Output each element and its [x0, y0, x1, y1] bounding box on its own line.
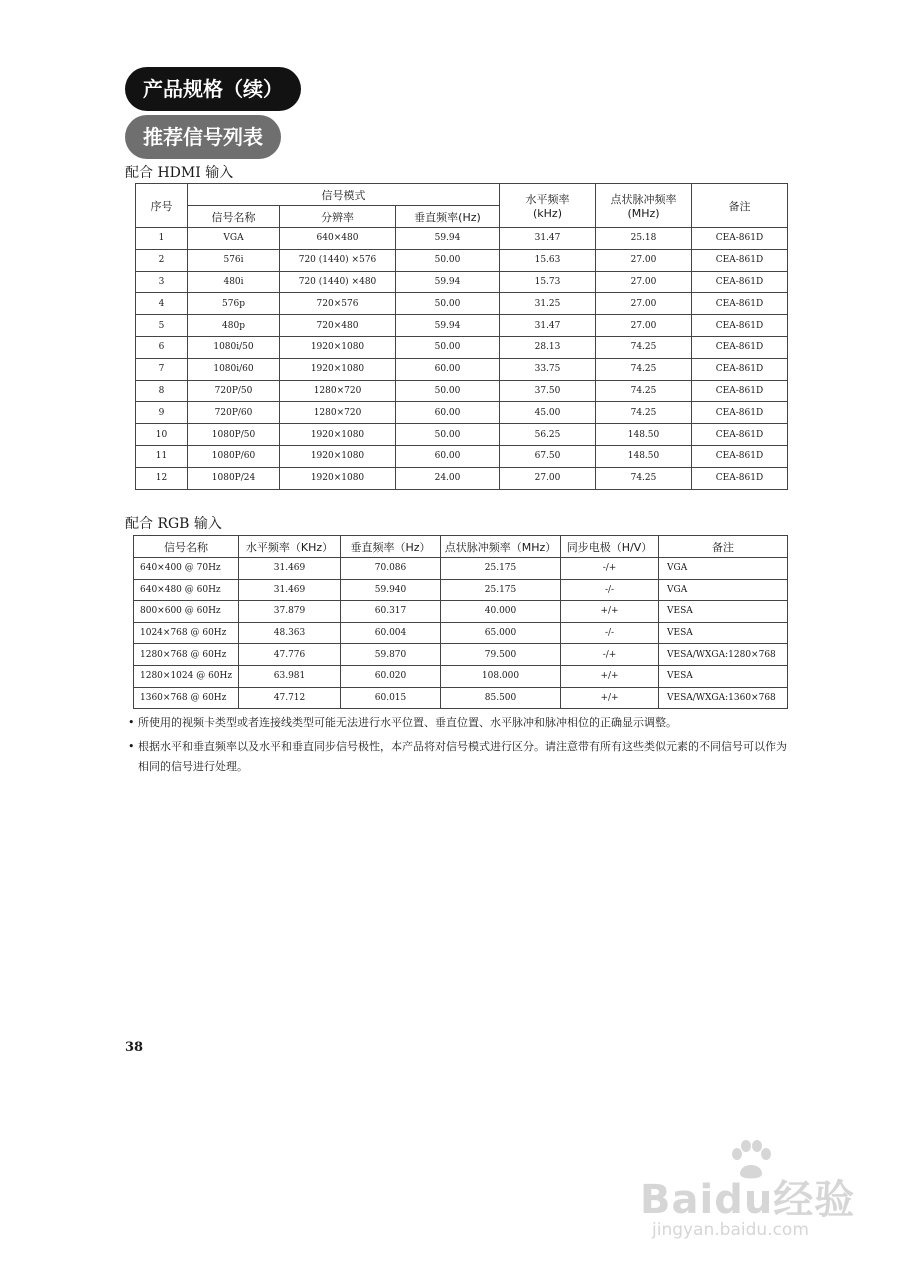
table-row: [136, 467, 788, 489]
cell-signal-name: 1080P/60: [188, 445, 280, 467]
cell-dotclock: 27.00: [596, 249, 692, 271]
cell-resolution: 1920×1080: [280, 358, 396, 380]
col-remarks: 备注: [692, 184, 788, 228]
cell-remarks: CEA-861D: [692, 358, 788, 380]
cell-remarks: CEA-861D: [692, 402, 788, 424]
table-row: [136, 402, 788, 424]
cell-signal-name: 1360×768 @ 60Hz: [134, 687, 239, 709]
table-row: [134, 558, 788, 580]
col-hfreq-unit: (kHz): [533, 207, 562, 220]
cell-dotclock: 25.18: [596, 228, 692, 250]
cell-resolution: 720 (1440) ×480: [280, 271, 396, 293]
cell-remarks: CEA-861D: [692, 228, 788, 250]
cell-remarks: CEA-861D: [692, 249, 788, 271]
cell-signal-name: 576i: [188, 249, 280, 271]
cell-index: 3: [136, 271, 188, 293]
col-dotclock-label: 点状脉冲频率: [610, 193, 677, 206]
rgb-col-dotclock: 点状脉冲频率（MHz）: [441, 536, 561, 558]
cell-hfreq: 47.712: [239, 687, 341, 709]
cell-vfreq: 60.004: [341, 622, 441, 644]
cell-remarks: CEA-861D: [692, 293, 788, 315]
cell-remarks: CEA-861D: [692, 445, 788, 467]
table-row: [136, 380, 788, 402]
cell-index: 9: [136, 402, 188, 424]
rgb-col-vfreq: 垂直频率（Hz）: [341, 536, 441, 558]
cell-dotclock: 148.50: [596, 424, 692, 446]
cell-signal-name: 1080P/50: [188, 424, 280, 446]
cell-dotclock: 40.000: [441, 601, 561, 623]
cell-vfreq: 60.015: [341, 687, 441, 709]
cell-remarks: VGA: [659, 558, 788, 580]
cell-resolution: 1920×1080: [280, 445, 396, 467]
cell-sync-polarity: -/+: [561, 644, 659, 666]
table-row: [134, 601, 788, 623]
cell-dotclock: 27.00: [596, 315, 692, 337]
note-text: 根据水平和垂直频率以及水平和垂直同步信号极性，本产品将对信号模式进行区分。请注意带有所有这些类似元素的不同信号可以作为相同的信号进行处理。: [138, 740, 787, 773]
cell-remarks: CEA-861D: [692, 424, 788, 446]
cell-vfreq: 60.00: [396, 402, 500, 424]
cell-hfreq: 56.25: [500, 424, 596, 446]
cell-resolution: 1280×720: [280, 380, 396, 402]
cell-remarks: VESA: [659, 622, 788, 644]
cell-signal-name: 1080i/50: [188, 336, 280, 358]
cell-signal-name: 640×480 @ 60Hz: [134, 579, 239, 601]
table-row: [136, 271, 788, 293]
cell-sync-polarity: +/+: [561, 687, 659, 709]
cell-vfreq: 59.94: [396, 271, 500, 293]
cell-hfreq: 45.00: [500, 402, 596, 424]
cell-remarks: CEA-861D: [692, 315, 788, 337]
cell-signal-name: 800×600 @ 60Hz: [134, 601, 239, 623]
table-row: [136, 445, 788, 467]
cell-hfreq: 67.50: [500, 445, 596, 467]
cell-signal-name: 720P/50: [188, 380, 280, 402]
cell-dotclock: 74.25: [596, 402, 692, 424]
notes: [128, 713, 788, 777]
table-row: [136, 336, 788, 358]
cell-signal-name: 576p: [188, 293, 280, 315]
note-item: [128, 737, 788, 777]
cell-dotclock: 79.500: [441, 644, 561, 666]
cell-dotclock: 25.175: [441, 558, 561, 580]
cell-dotclock: 74.25: [596, 380, 692, 402]
watermark-logo: Baidu经验: [640, 1177, 856, 1223]
page-number: 38: [125, 1040, 144, 1055]
table-row: [136, 424, 788, 446]
baidu-watermark: [640, 1140, 860, 1250]
cell-vfreq: 50.00: [396, 336, 500, 358]
cell-dotclock: 25.175: [441, 579, 561, 601]
cell-hfreq: 31.47: [500, 228, 596, 250]
cell-hfreq: 15.63: [500, 249, 596, 271]
table-row: [136, 293, 788, 315]
cell-dotclock: 148.50: [596, 445, 692, 467]
cell-signal-name: 1280×768 @ 60Hz: [134, 644, 239, 666]
cell-resolution: 720×480: [280, 315, 396, 337]
cell-remarks: VESA/WXGA:1360×768: [659, 687, 788, 709]
rgb-signal-table: [133, 535, 788, 709]
cell-remarks: CEA-861D: [692, 380, 788, 402]
cell-index: 2: [136, 249, 188, 271]
cell-hfreq: 31.25: [500, 293, 596, 315]
cell-resolution: 1920×1080: [280, 467, 396, 489]
cell-hfreq: 37.879: [239, 601, 341, 623]
cell-index: 11: [136, 445, 188, 467]
cell-remarks: CEA-861D: [692, 336, 788, 358]
bullet-icon: •: [128, 716, 135, 729]
cell-vfreq: 50.00: [396, 293, 500, 315]
rgb-col-remarks: 备注: [659, 536, 788, 558]
watermark-url: jingyan.baidu.com: [652, 1220, 809, 1240]
cell-vfreq: 60.317: [341, 601, 441, 623]
cell-vfreq: 50.00: [396, 249, 500, 271]
cell-dotclock: 74.25: [596, 358, 692, 380]
cell-signal-name: 480i: [188, 271, 280, 293]
cell-hfreq: 31.469: [239, 579, 341, 601]
cell-signal-name: 1024×768 @ 60Hz: [134, 622, 239, 644]
col-resolution: 分辨率: [280, 206, 396, 228]
section-title-pill: 产品规格（续）: [125, 67, 301, 111]
cell-index: 7: [136, 358, 188, 380]
rgb-col-signal-name: 信号名称: [134, 536, 239, 558]
rgb-col-sync-polarity: 同步电极（H/V）: [561, 536, 659, 558]
note-text: 所使用的视频卡类型或者连接线类型可能无法进行水平位置、垂直位置、水平脉冲和脉冲相位的正确显示调整。: [138, 716, 677, 729]
hdmi-signal-table: [135, 183, 788, 490]
rgb-section-title: 配合 RGB 输入: [125, 516, 222, 532]
cell-hfreq: 15.73: [500, 271, 596, 293]
cell-dotclock: 74.25: [596, 467, 692, 489]
cell-signal-name: 1080i/60: [188, 358, 280, 380]
cell-index: 5: [136, 315, 188, 337]
cell-signal-name: 640×400 @ 70Hz: [134, 558, 239, 580]
bullet-icon: •: [128, 740, 135, 753]
cell-hfreq: 31.469: [239, 558, 341, 580]
cell-hfreq: 27.00: [500, 467, 596, 489]
cell-dotclock: 108.000: [441, 665, 561, 687]
cell-resolution: 1920×1080: [280, 424, 396, 446]
col-vfreq: 垂直频率(Hz): [396, 206, 500, 228]
section-subtitle-pill: 推荐信号列表: [125, 115, 281, 159]
cell-index: 4: [136, 293, 188, 315]
cell-hfreq: 28.13: [500, 336, 596, 358]
cell-sync-polarity: -/-: [561, 579, 659, 601]
col-signal-name: 信号名称: [188, 206, 280, 228]
table-row: [136, 315, 788, 337]
cell-sync-polarity: -/+: [561, 558, 659, 580]
col-signal-mode: 信号模式: [188, 184, 500, 206]
table-row: [136, 228, 788, 250]
cell-hfreq: 63.981: [239, 665, 341, 687]
cell-dotclock: 65.000: [441, 622, 561, 644]
table-row: [134, 579, 788, 601]
table-row: [134, 622, 788, 644]
cell-hfreq: 47.776: [239, 644, 341, 666]
cell-hfreq: 33.75: [500, 358, 596, 380]
col-hfreq: [500, 184, 596, 228]
cell-resolution: 720 (1440) ×576: [280, 249, 396, 271]
cell-signal-name: 480p: [188, 315, 280, 337]
cell-vfreq: 50.00: [396, 380, 500, 402]
cell-sync-polarity: +/+: [561, 665, 659, 687]
cell-remarks: CEA-861D: [692, 271, 788, 293]
col-hfreq-label: 水平频率: [525, 193, 570, 206]
cell-resolution: 1280×720: [280, 402, 396, 424]
cell-index: 1: [136, 228, 188, 250]
cell-dotclock: 74.25: [596, 336, 692, 358]
col-dotclock: [596, 184, 692, 228]
cell-dotclock: 85.500: [441, 687, 561, 709]
cell-index: 8: [136, 380, 188, 402]
table-row: [136, 249, 788, 271]
cell-index: 10: [136, 424, 188, 446]
rgb-col-hfreq: 水平频率（KHz）: [239, 536, 341, 558]
cell-signal-name: 1280×1024 @ 60Hz: [134, 665, 239, 687]
table-row: [134, 665, 788, 687]
cell-dotclock: 27.00: [596, 271, 692, 293]
cell-index: 12: [136, 467, 188, 489]
cell-hfreq: 48.363: [239, 622, 341, 644]
cell-vfreq: 59.870: [341, 644, 441, 666]
cell-remarks: VESA: [659, 601, 788, 623]
cell-sync-polarity: -/-: [561, 622, 659, 644]
col-dotclock-unit: (MHz): [627, 207, 660, 220]
col-index: 序号: [136, 184, 188, 228]
cell-remarks: VESA: [659, 665, 788, 687]
cell-vfreq: 70.086: [341, 558, 441, 580]
cell-vfreq: 50.00: [396, 424, 500, 446]
cell-vfreq: 59.94: [396, 228, 500, 250]
cell-vfreq: 59.940: [341, 579, 441, 601]
cell-sync-polarity: +/+: [561, 601, 659, 623]
cell-resolution: 640×480: [280, 228, 396, 250]
cell-signal-name: 720P/60: [188, 402, 280, 424]
cell-remarks: VESA/WXGA:1280×768: [659, 644, 788, 666]
cell-vfreq: 60.020: [341, 665, 441, 687]
cell-hfreq: 37.50: [500, 380, 596, 402]
hdmi-section-title: 配合 HDMI 输入: [125, 165, 234, 181]
cell-vfreq: 60.00: [396, 445, 500, 467]
cell-dotclock: 27.00: [596, 293, 692, 315]
cell-signal-name: 1080P/24: [188, 467, 280, 489]
table-row: [136, 358, 788, 380]
note-item: [128, 713, 788, 733]
cell-resolution: 720×576: [280, 293, 396, 315]
cell-remarks: CEA-861D: [692, 467, 788, 489]
cell-hfreq: 31.47: [500, 315, 596, 337]
cell-resolution: 1920×1080: [280, 336, 396, 358]
cell-index: 6: [136, 336, 188, 358]
cell-remarks: VGA: [659, 579, 788, 601]
cell-vfreq: 60.00: [396, 358, 500, 380]
table-row: [134, 687, 788, 709]
table-row: [134, 644, 788, 666]
cell-vfreq: 59.94: [396, 315, 500, 337]
cell-signal-name: VGA: [188, 228, 280, 250]
cell-vfreq: 24.00: [396, 467, 500, 489]
